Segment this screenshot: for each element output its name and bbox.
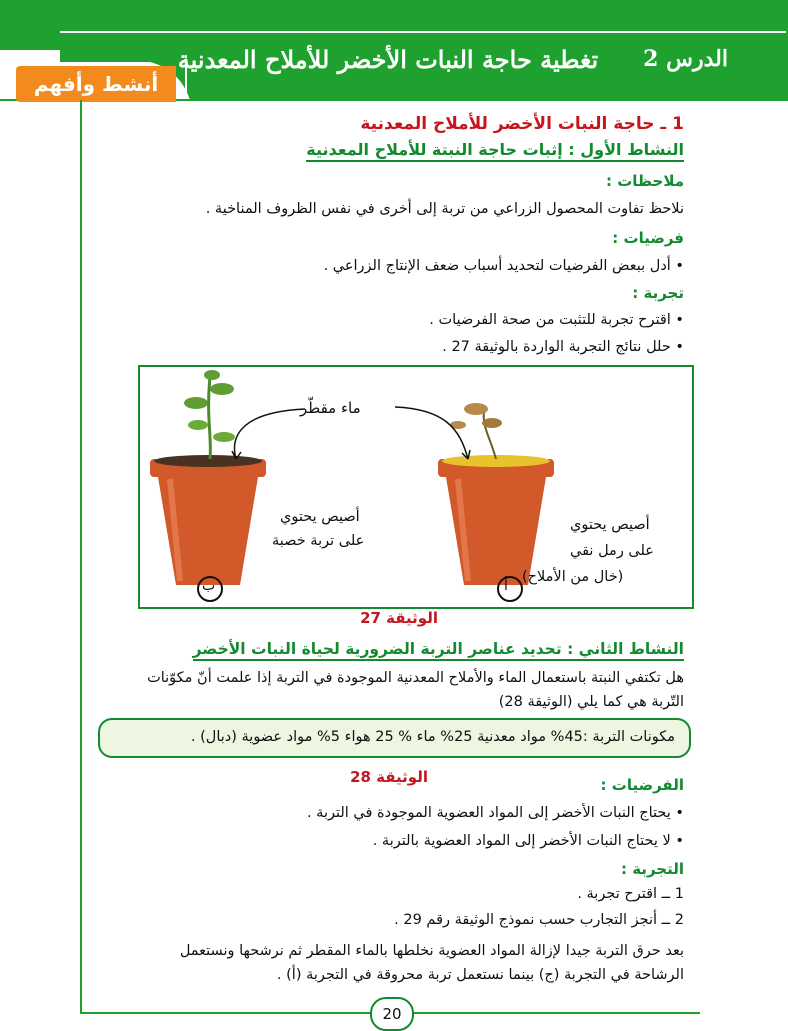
- figure-27: [138, 365, 694, 609]
- hypothesis-bullet: • أدل ببعض الفرضيات لتحديد أسباب ضعف الإنتاج الزراعي .: [324, 258, 684, 274]
- water-arrow-right: [395, 407, 468, 459]
- activity2-heading: النشاط الثاني : تحديد عناصر التربة الضرورية لحياة النبات الأخضر: [193, 640, 684, 658]
- right-pot-marker: أ: [504, 578, 508, 594]
- section-heading: 1 ـ حاجة النبات الأخضر للأملاح المعدنية: [360, 114, 684, 134]
- activity1-heading: النشاط الأول : إثبات حاجة النبتة للأملاح المعدنية: [306, 140, 684, 159]
- figure-28-caption: الوثيقة 28: [350, 768, 428, 786]
- activity2-final-1: بعد حرق التربة جيدا لإزالة المواد العضوية نخلطها بالماء المقطر ثم نرشحها ونستعمل: [179, 943, 684, 959]
- activity2-hypothesis-2: • لا يحتاج النبات الأخضر إلى المواد العضوية بالتربة .: [373, 833, 684, 849]
- activity2-hypotheses-title: الفرضيات :: [600, 776, 684, 794]
- figure-27-caption: الوثيقة 27: [360, 609, 438, 627]
- margin-line: [80, 100, 82, 1012]
- pot-fertile: [150, 370, 266, 585]
- right-pot-label-1: أصيص يحتوي: [570, 517, 650, 533]
- activity2-text-2: التّربة هي كما يلي (الوثيقة 28): [498, 694, 684, 710]
- right-pot-label-3: (خال من الأملاح): [522, 569, 624, 585]
- activity2-final-2: الرشاحة في التجربة (ج) بينما نستعمل تربة محروقة في التجربة (أ) .: [276, 967, 684, 983]
- observations-title: ملاحظات :: [605, 172, 684, 190]
- section-tab: أنشط وأفهم: [16, 66, 176, 102]
- experiment-bullet-1: • اقترح تجربة للتثبت من صحة الفرضيات .: [429, 312, 684, 328]
- left-pot-label-2: على تربة خصبة: [272, 533, 365, 549]
- experiment-bullet-2: • حلل نتائج التجربة الواردة بالوثيقة 27 .: [442, 339, 684, 355]
- lesson-title: تغطية حاجة النبات الأخضر للأملاح المعدنية: [177, 45, 599, 74]
- activity2-step-2: 2 ــ أنجز التجارب حسب نموذج الوثيقة رقم 29 .: [394, 912, 684, 928]
- left-pot-label-1: أصيص يحتوي: [280, 509, 360, 525]
- activity2-experiment-title: التجربة :: [621, 860, 684, 878]
- activity2-step-1: 1 ــ اقترح تجربة .: [577, 886, 684, 902]
- observations-text: نلاحظ تفاوت المحصول الزراعي من تربة إلى أخرى في نفس الظروف المناخية .: [205, 201, 684, 217]
- right-pot-label-2: على رمل نقي: [570, 543, 654, 559]
- page-number: 20: [370, 997, 414, 1031]
- soil-composition-box: [98, 718, 691, 758]
- lesson-number: الدرس 2: [643, 46, 728, 72]
- activity2-hypothesis-1: • يحتاج النبات الأخضر إلى المواد العضوية الموجودة في التربة .: [307, 805, 684, 821]
- activity2-text-1: هل تكتفي النبتة باستعمال الماء والأملاح المعدنية الموجودة في التربة إذا علمت أنّ مكوّنات: [147, 670, 684, 686]
- soil-composition-text: مكونات التربة :45% مواد معدنية 25% ماء % 25 هواء 5% مواد عضوية (دبال) .: [190, 729, 675, 745]
- left-pot-marker: ب: [202, 578, 216, 594]
- water-label: ماء مقطّر: [300, 399, 361, 417]
- water-arrow-left: [235, 409, 305, 459]
- experiment-title: تجربة :: [632, 284, 684, 302]
- hypotheses-title: فرضيات :: [612, 229, 684, 247]
